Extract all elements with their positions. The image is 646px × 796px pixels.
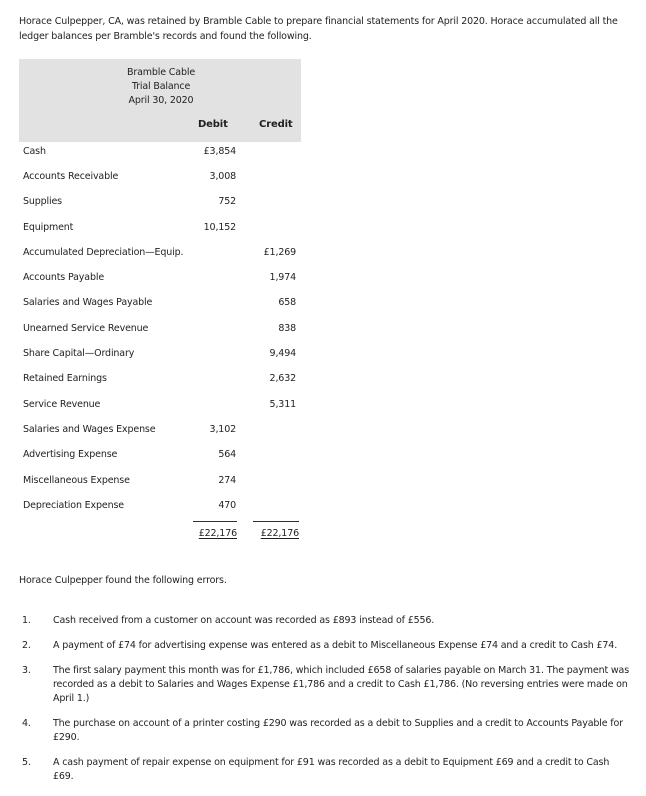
account-name: Supplies [23, 196, 62, 207]
item-text: A cash payment of repair expense on equipment for £91 was recorded as a debit to Equipment £69 and a credit to Cash £69. [53, 757, 610, 782]
credit-amount: 5,311 [269, 399, 296, 410]
table-row [19, 291, 301, 316]
account-name: Depreciation Expense [23, 500, 124, 511]
item-number: 2. [22, 640, 31, 651]
statement-date: April 30, 2020 [128, 95, 194, 106]
account-name: Accounts Receivable [23, 171, 119, 182]
table-row [19, 418, 301, 443]
debit-amount: £3,854 [203, 146, 236, 157]
debit-amount: 3,102 [209, 424, 236, 435]
table-row [19, 241, 301, 266]
debit-amount: 274 [218, 475, 236, 486]
credit-amount: £1,269 [263, 247, 296, 258]
debit-amount: 10,152 [203, 222, 236, 233]
account-name: Salaries and Wages Payable [23, 297, 153, 308]
table-row [19, 216, 301, 241]
debit-amount: 564 [218, 449, 236, 460]
credit-amount: 9,494 [269, 348, 296, 359]
credit-column-header: Credit [259, 119, 293, 130]
debit-amount: 752 [218, 196, 236, 207]
table-row [19, 140, 301, 165]
account-name: Salaries and Wages Expense [23, 424, 156, 435]
total-credit: £22,176 [253, 521, 299, 539]
table-row [19, 190, 301, 215]
credit-amount: 1,974 [269, 272, 296, 283]
account-name: Service Revenue [23, 399, 101, 410]
table-row [19, 266, 301, 291]
account-name: Accounts Payable [23, 272, 105, 283]
debit-column-header: Debit [198, 119, 228, 130]
table-row [19, 165, 301, 190]
item-text: The purchase on account of a printer costing £290 was recorded as a debit to Supplies and a credit to Accounts Payable for £290. [53, 718, 623, 743]
debit-amount: 3,008 [209, 171, 236, 182]
item-text: A payment of £74 for advertising expense was entered as a debit to Miscellaneous Expense £74 and a credit to Cash £74. [53, 640, 618, 651]
credit-amount: 838 [278, 323, 296, 334]
trial-balance-header [19, 59, 301, 142]
statement-title: Trial Balance [131, 81, 191, 92]
item-text: The first salary payment this month was for £1,786, which included £658 of salaries payable on March 31. The payment was recorded as a debit to Salaries and Wages Expense £1,786 and a credit to Cash £1,786. (No reversing entries were made on April 1.) [53, 665, 630, 704]
table-row [19, 317, 301, 342]
table-row [19, 494, 301, 519]
item-number: 5. [22, 757, 31, 768]
account-name: Retained Earnings [23, 373, 107, 384]
account-name: Cash [23, 146, 46, 157]
item-number: 3. [22, 665, 31, 676]
errors-intro: Horace Culpepper found the following errors. [19, 575, 227, 586]
company-name: Bramble Cable [126, 67, 196, 78]
table-row [19, 443, 301, 468]
item-number: 4. [22, 718, 31, 729]
account-name: Share Capital—Ordinary [23, 348, 135, 359]
debit-amount: 470 [218, 500, 236, 511]
credit-amount: 658 [278, 297, 296, 308]
account-name: Equipment [23, 222, 74, 233]
table-row [19, 367, 301, 392]
intro-paragraph: Horace Culpepper, CA, was retained by Bramble Cable to prepare financial statements for April 2020. Horace accumulated all the ledger balances per Bramble's records and found the following. [19, 16, 618, 42]
table-row [19, 469, 301, 494]
account-name: Accumulated Depreciation—Equip. [23, 247, 184, 258]
table-row [19, 342, 301, 367]
item-text: Cash received from a customer on account was recorded as £893 instead of £556. [53, 615, 435, 626]
totals-row [19, 518, 301, 542]
table-row [19, 393, 301, 418]
item-number: 1. [22, 615, 31, 626]
account-name: Unearned Service Revenue [23, 323, 149, 334]
credit-amount: 2,632 [269, 373, 296, 384]
total-debit: £22,176 [193, 521, 237, 539]
account-name: Miscellaneous Expense [23, 475, 130, 486]
account-name: Advertising Expense [23, 449, 118, 460]
